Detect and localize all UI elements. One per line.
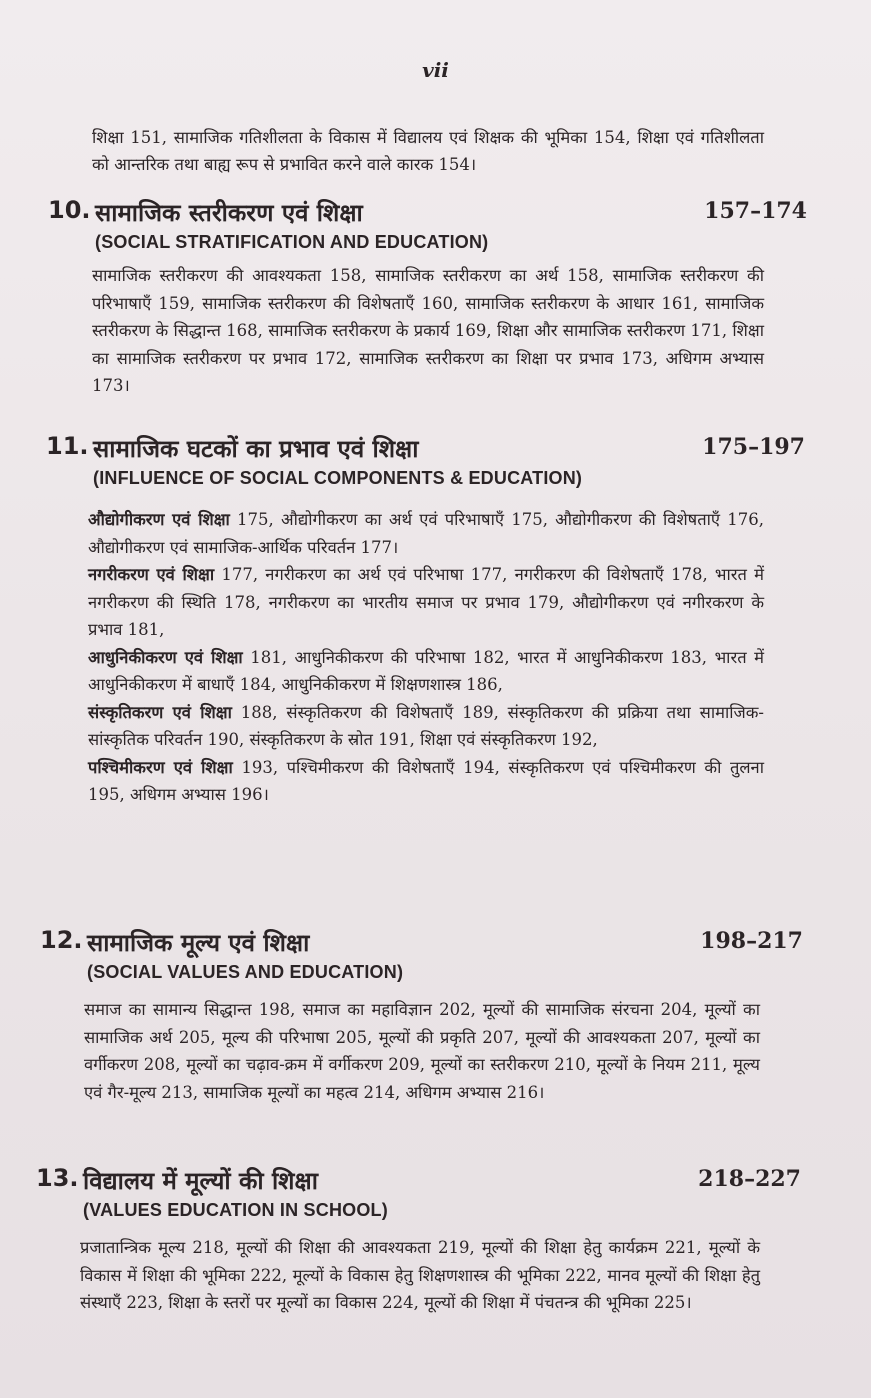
chapter-contents [92,262,764,400]
chapter-number: 12. [40,926,83,954]
chapter-english-title: (SOCIAL VALUES AND EDUCATION) [87,962,404,982]
chapter-section [88,754,764,809]
chapter-section [88,699,764,754]
chapter-topic-text: सामाजिक स्तरीकरण की आवश्यकता 158, सामाजिक स्तरीकरण का अर्थ 158, सामाजिक स्तरीकरण की परिभाषाएँ 159, सामाजिक स्तरीकरण की विशेषताएँ 160, सामाजिक स्तरीकरण के आधार 161, सामाजिक स्तरीकरण के सिद्धान्त 168, सामाजिक स्तरीकरण के प्रकार्य 169, शिक्षा और सामाजिक स्तरीकरण 171, शिक्षा का सामाजिक स्तरीकरण पर प्रभाव 172, सामाजिक स्तरीकरण का शिक्षा पर प्रभाव 173, अधिगम अभ्यास 173। [92,266,764,395]
chapter-10 [0,196,871,395]
section-heading: संस्कृतिकरण एवं शिक्षा [88,702,232,722]
section-text: 188, संस्कृतिकरण की विशेषताएँ 189, संस्कृतिकरण की प्रक्रिया तथा सामाजिक-सांस्कृतिक परिवर्तन 190, संस्कृतिकरण के स्रोत 191, शिक्षा एवं संस्कृतिकरण 192, [88,702,765,749]
chapter-title: सामाजिक घटकों का प्रभाव एवं शिक्षा [93,435,419,463]
chapter-number: 11. [46,432,89,460]
chapter-english-title: (INFLUENCE OF SOCIAL COMPONENTS & EDUCATION) [93,468,583,488]
chapter-13 [0,1164,871,1312]
section-heading: पश्चिमीकरण एवं शिक्षा [88,757,233,777]
chapter-11 [0,432,871,804]
chapter-page-range: 175–197 [702,434,805,460]
chapter-title: विद्यालय में मूल्यों की शिक्षा [83,1167,318,1195]
chapter-number: 13. [36,1164,79,1192]
chapter-english-title: (VALUES EDUCATION IN SCHOOL) [83,1200,388,1220]
chapter-topic-text: प्रजातान्त्रिक मूल्य 218, मूल्यों की शिक्षा की आवश्यकता 219, मूल्यों की शिक्षा हेतु कार्यक्रम 221, मूल्यों के विकास में शिक्षा की भूमिका 222, मूल्यों के विकास हेतु शिक्षणशास्त्र की भूमिका 222, मानव मूल्यों की शिक्षा हेतु संस्थाएँ 223, शिक्षा के स्तरों पर मूल्यों का विकास 224, मूल्यों की शिक्षा में पंचतन्त्र की भूमिका 225। [80,1238,760,1312]
chapter-title: सामाजिक स्तरीकरण एवं शिक्षा [95,199,363,227]
chapter-contents [84,996,760,1106]
chapter-section [88,506,764,561]
chapter-contents [80,1234,760,1317]
chapter-page-range: 218–227 [698,1166,801,1192]
chapter-page-range: 198–217 [700,928,803,954]
page-number: vii [422,58,449,82]
section-text: 193, पश्चिमीकरण की विशेषताएँ 194, संस्कृतिकरण एवं पश्चिमीकरण की तुलना 195, अधिगम अभ्यास 196। [88,757,764,804]
chapter-section [88,561,764,644]
previous-chapter-continuation: शिक्षा 151, सामाजिक गतिशीलता के विकास में विद्यालय एवं शिक्षक की भूमिका 154, शिक्षा एवं गतिशीलता को आन्तरिक तथा बाह्य रूप से प्रभावित करने वाले कारक 154। [92,128,764,174]
section-heading: नगरीकरण एवं शिक्षा [88,565,215,584]
section-text: 181, आधुनिकीकरण की परिभाषा 182, भारत में आधुनिकीकरण 183, भारत में आधुनिकीकरण में बाधाएँ 184, आधुनिकीकरण में शिक्षणशास्त्र 186, [88,647,764,694]
chapter-page-range: 157–174 [704,198,807,224]
section-text: 177, नगरीकरण का अर्थ एवं परिभाषा 177, नगरीकरण की विशेषताएँ 178, भारत में नगरीकरण की स्थिति 178, नगरीकरण का भारतीय समाज पर प्रभाव 179, औद्योगीकरण एवं नगीरकरण के प्रभाव 181, [88,565,765,639]
chapter-topic-text: समाज का सामान्य सिद्धान्त 198, समाज का महाविज्ञान 202, मूल्यों की सामाजिक संरचना 204, मूल्यों का सामाजिक अर्थ 205, मूल्य की परिभाषा 205, मूल्यों की प्रकृति 207, मूल्यों की आवश्यकता 207, मूल्यों का वर्गीकरण 208, मूल्यों का चढ़ाव-क्रम में वर्गीकरण 209, मूल्यों का स्तरीकरण 210, मूल्यों के नियम 211, मूल्य एवं गैर-मूल्य 213, सामाजिक मूल्यों का महत्व 214, अधिगम अभ्यास 216। [84,1000,760,1102]
chapter-english-title: (SOCIAL STRATIFICATION AND EDUCATION) [95,232,489,252]
chapter-contents [88,506,764,809]
chapter-12 [0,926,871,1102]
section-heading: औद्योगीकरण एवं शिक्षा [88,510,230,529]
section-text: 175, औद्योगीकरण का अर्थ एवं परिभाषाएँ 175, औद्योगीकरण की विशेषताएँ 176, औद्योगीकरण एवं सामाजिक-आर्थिक परिवर्तन 177। [88,510,764,557]
section-heading: आधुनिकीकरण एवं शिक्षा [88,647,243,667]
chapter-number: 10. [48,196,91,224]
chapter-title: सामाजिक मूल्य एवं शिक्षा [87,929,310,957]
chapter-section [88,644,764,699]
